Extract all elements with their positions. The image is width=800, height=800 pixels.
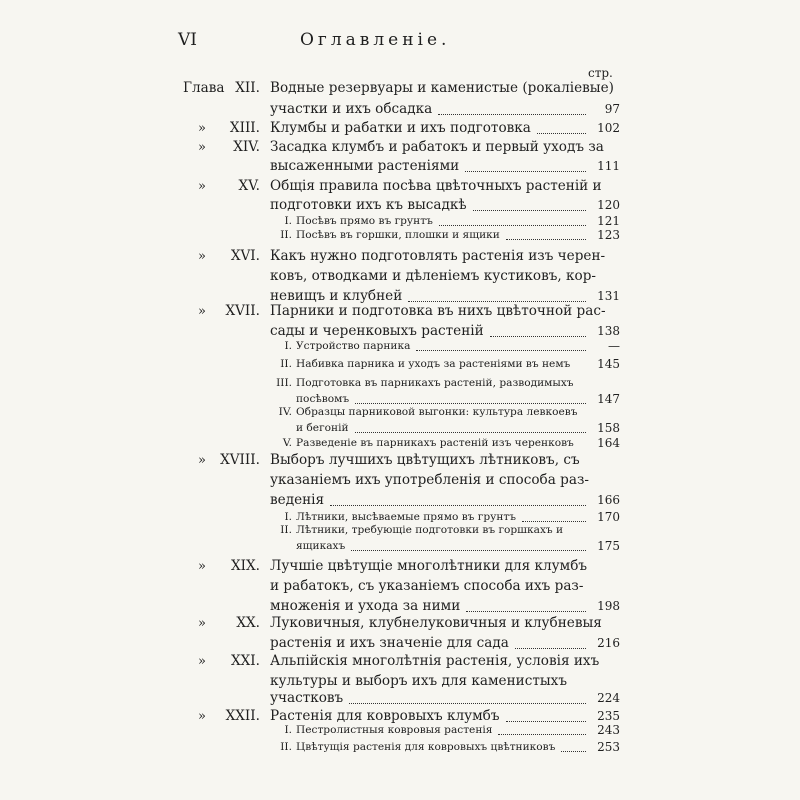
dot-leader [466, 611, 586, 612]
section-number: I. [284, 724, 292, 736]
chapter-title-line: Парники и подготовка въ нихъ цвѣточной рас- [270, 303, 606, 319]
section-page: 158 [597, 421, 620, 435]
section-title: Разведеніе въ парникахъ растеній изъ черенковъ [296, 437, 574, 449]
section-title: Подготовка въ парникахъ растеній, разводимыхъ [296, 377, 574, 389]
section-page: — [608, 339, 620, 353]
chapter-title-line: и рабатокъ, съ указаніемъ способа ихъ раз- [270, 578, 584, 594]
section-title-cont: ящикахъ [296, 540, 346, 552]
chapter-title-line: невищъ и клубней [270, 288, 403, 304]
dot-leader [490, 336, 586, 337]
chapter-label: Глава [183, 80, 225, 96]
section-page: 145 [597, 357, 620, 371]
dot-leader [515, 648, 586, 649]
dot-leader [506, 721, 586, 722]
section-number: I. [284, 340, 292, 352]
chapter-number: XVII. [225, 303, 260, 319]
section-number: II. [280, 524, 292, 536]
dot-leader [438, 114, 586, 115]
section-number: V. [282, 437, 292, 449]
section-page: 121 [597, 214, 620, 228]
ditto-mark: » [198, 121, 206, 136]
chapter-title-line: участки и ихъ обсадка [270, 101, 433, 117]
chapter-title-line: Луковичныя, клубнелуковичныя и клубневыя [270, 615, 602, 631]
chapter-page: 166 [597, 493, 620, 507]
section-title: Лѣтники, требующіе подготовки въ горшкахъ и [296, 524, 564, 536]
dot-leader [506, 239, 586, 240]
chapter-title-line: Лучшіе цвѣтущіе многолѣтники для клумбъ [270, 558, 588, 574]
chapter-page: 198 [597, 599, 620, 613]
section-page: 243 [597, 723, 620, 737]
ditto-mark: » [198, 654, 206, 669]
chapter-title-line: Засадка клумбъ и рабатокъ и первый уходъ за [270, 139, 604, 155]
chapter-title-line: культуры и выборъ ихъ для каменистыхъ [270, 673, 567, 689]
dot-leader [416, 350, 586, 351]
chapter-title-line: Растенія для ковровыхъ клумбъ [270, 708, 500, 724]
chapter-page: 216 [597, 636, 620, 650]
chapter-title-line: Клумбы и рабатки и ихъ подготовка [270, 120, 531, 136]
chapter-page: 224 [597, 691, 620, 705]
ditto-mark: » [198, 559, 206, 574]
section-title: Набивка парника и уходъ за растеніями въ немъ [296, 358, 571, 370]
ditto-mark: » [198, 453, 206, 468]
ditto-mark: » [198, 140, 206, 155]
dot-leader [408, 301, 586, 302]
dot-leader [349, 703, 586, 704]
chapter-page: 131 [597, 289, 620, 303]
ditto-mark: » [198, 249, 206, 264]
page-title: Оглавленіе. [300, 30, 451, 50]
chapter-title-line: сады и черенковыхъ растеній [270, 323, 484, 339]
dot-leader [330, 505, 586, 506]
page-column-header: стр. [588, 66, 613, 80]
chapter-number: XIV. [233, 139, 260, 155]
dot-leader [439, 225, 586, 226]
dot-leader [537, 133, 586, 134]
section-page: 170 [597, 510, 620, 524]
chapter-title-line: Общія правила посѣва цвѣточныхъ растеній и [270, 178, 602, 194]
section-page: 147 [597, 392, 620, 406]
dot-leader [561, 751, 586, 752]
chapter-title-line: подготовки ихъ къ высадкѣ [270, 197, 467, 213]
section-title: Посѣвъ въ горшки, плошки и ящики [296, 229, 500, 241]
dot-leader [351, 550, 586, 551]
dot-leader [522, 521, 586, 522]
ditto-mark: » [198, 179, 206, 194]
page-number: VI [178, 30, 197, 50]
chapter-title-line: Какъ нужно подготовлять растенія изъ черен- [270, 248, 606, 264]
chapter-number: XXI. [230, 653, 260, 669]
chapter-title-line: Альпійскія многолѣтнія растенія, условія ихъ [270, 653, 600, 669]
section-title: Цвѣтущія растенія для ковровыхъ цвѣтниковъ [296, 741, 556, 753]
chapter-title-line: ковъ, отводками и дѣленіемъ кустиковъ, кор- [270, 268, 597, 284]
chapter-title-line: множенія и ухода за ними [270, 598, 461, 614]
chapter-title-line: растенія и ихъ значеніе для сада [270, 635, 509, 651]
chapter-number: XXII. [225, 708, 260, 724]
chapter-number: XVIII. [220, 452, 260, 468]
chapter-page: 111 [597, 159, 620, 173]
section-number: III. [276, 377, 292, 389]
chapter-page: 102 [597, 121, 620, 135]
section-page: 253 [597, 740, 620, 754]
section-number: II. [280, 741, 292, 753]
section-page: 123 [597, 228, 620, 242]
chapter-number: XX. [236, 615, 260, 631]
dot-leader [355, 403, 586, 404]
chapter-title-line: указаніемъ ихъ употребленія и способа раз- [270, 472, 589, 488]
chapter-title-line: веденія [270, 492, 325, 508]
section-title: Образцы парниковой выгонки: культура левкоевъ [296, 406, 578, 418]
chapter-title-line: Выборъ лучшихъ цвѣтущихъ лѣтниковъ, съ [270, 452, 580, 468]
chapter-number: XIX. [230, 558, 260, 574]
section-title: Пестролистныя ковровыя растенія [296, 724, 493, 736]
section-title: Посѣвъ прямо въ грунтъ [296, 215, 433, 227]
section-page: 164 [597, 436, 620, 450]
chapter-title-line: участковъ [270, 690, 344, 706]
chapter-number: XVI. [230, 248, 260, 264]
chapter-page: 138 [597, 324, 620, 338]
section-number: IV. [278, 406, 292, 418]
chapter-page: 235 [597, 709, 620, 723]
chapter-number: XIII. [229, 120, 260, 136]
chapter-number: XV. [238, 178, 260, 194]
ditto-mark: » [198, 709, 206, 724]
section-number: II. [280, 358, 292, 370]
section-title-cont: посѣвомъ [296, 393, 350, 405]
section-title: Устройство парника [296, 340, 411, 352]
chapter-page: 97 [604, 102, 620, 116]
ditto-mark: » [198, 616, 206, 631]
section-number: I. [284, 215, 292, 227]
section-title: Лѣтники, высѣваемые прямо въ грунтъ [296, 511, 517, 523]
section-title-cont: и бегоній [296, 422, 349, 434]
dot-leader [473, 210, 586, 211]
chapter-title-line: высаженными растеніями [270, 158, 460, 174]
dot-leader [355, 432, 586, 433]
chapter-title-line: Водные резервуары и каменистые (рокаліевые) [270, 80, 614, 96]
dot-leader [465, 171, 586, 172]
section-number: I. [284, 511, 292, 523]
chapter-page: 120 [597, 198, 620, 212]
dot-leader [498, 734, 586, 735]
chapter-number: XII. [235, 80, 260, 96]
section-number: II. [280, 229, 292, 241]
section-page: 175 [597, 539, 620, 553]
ditto-mark: » [198, 304, 206, 319]
